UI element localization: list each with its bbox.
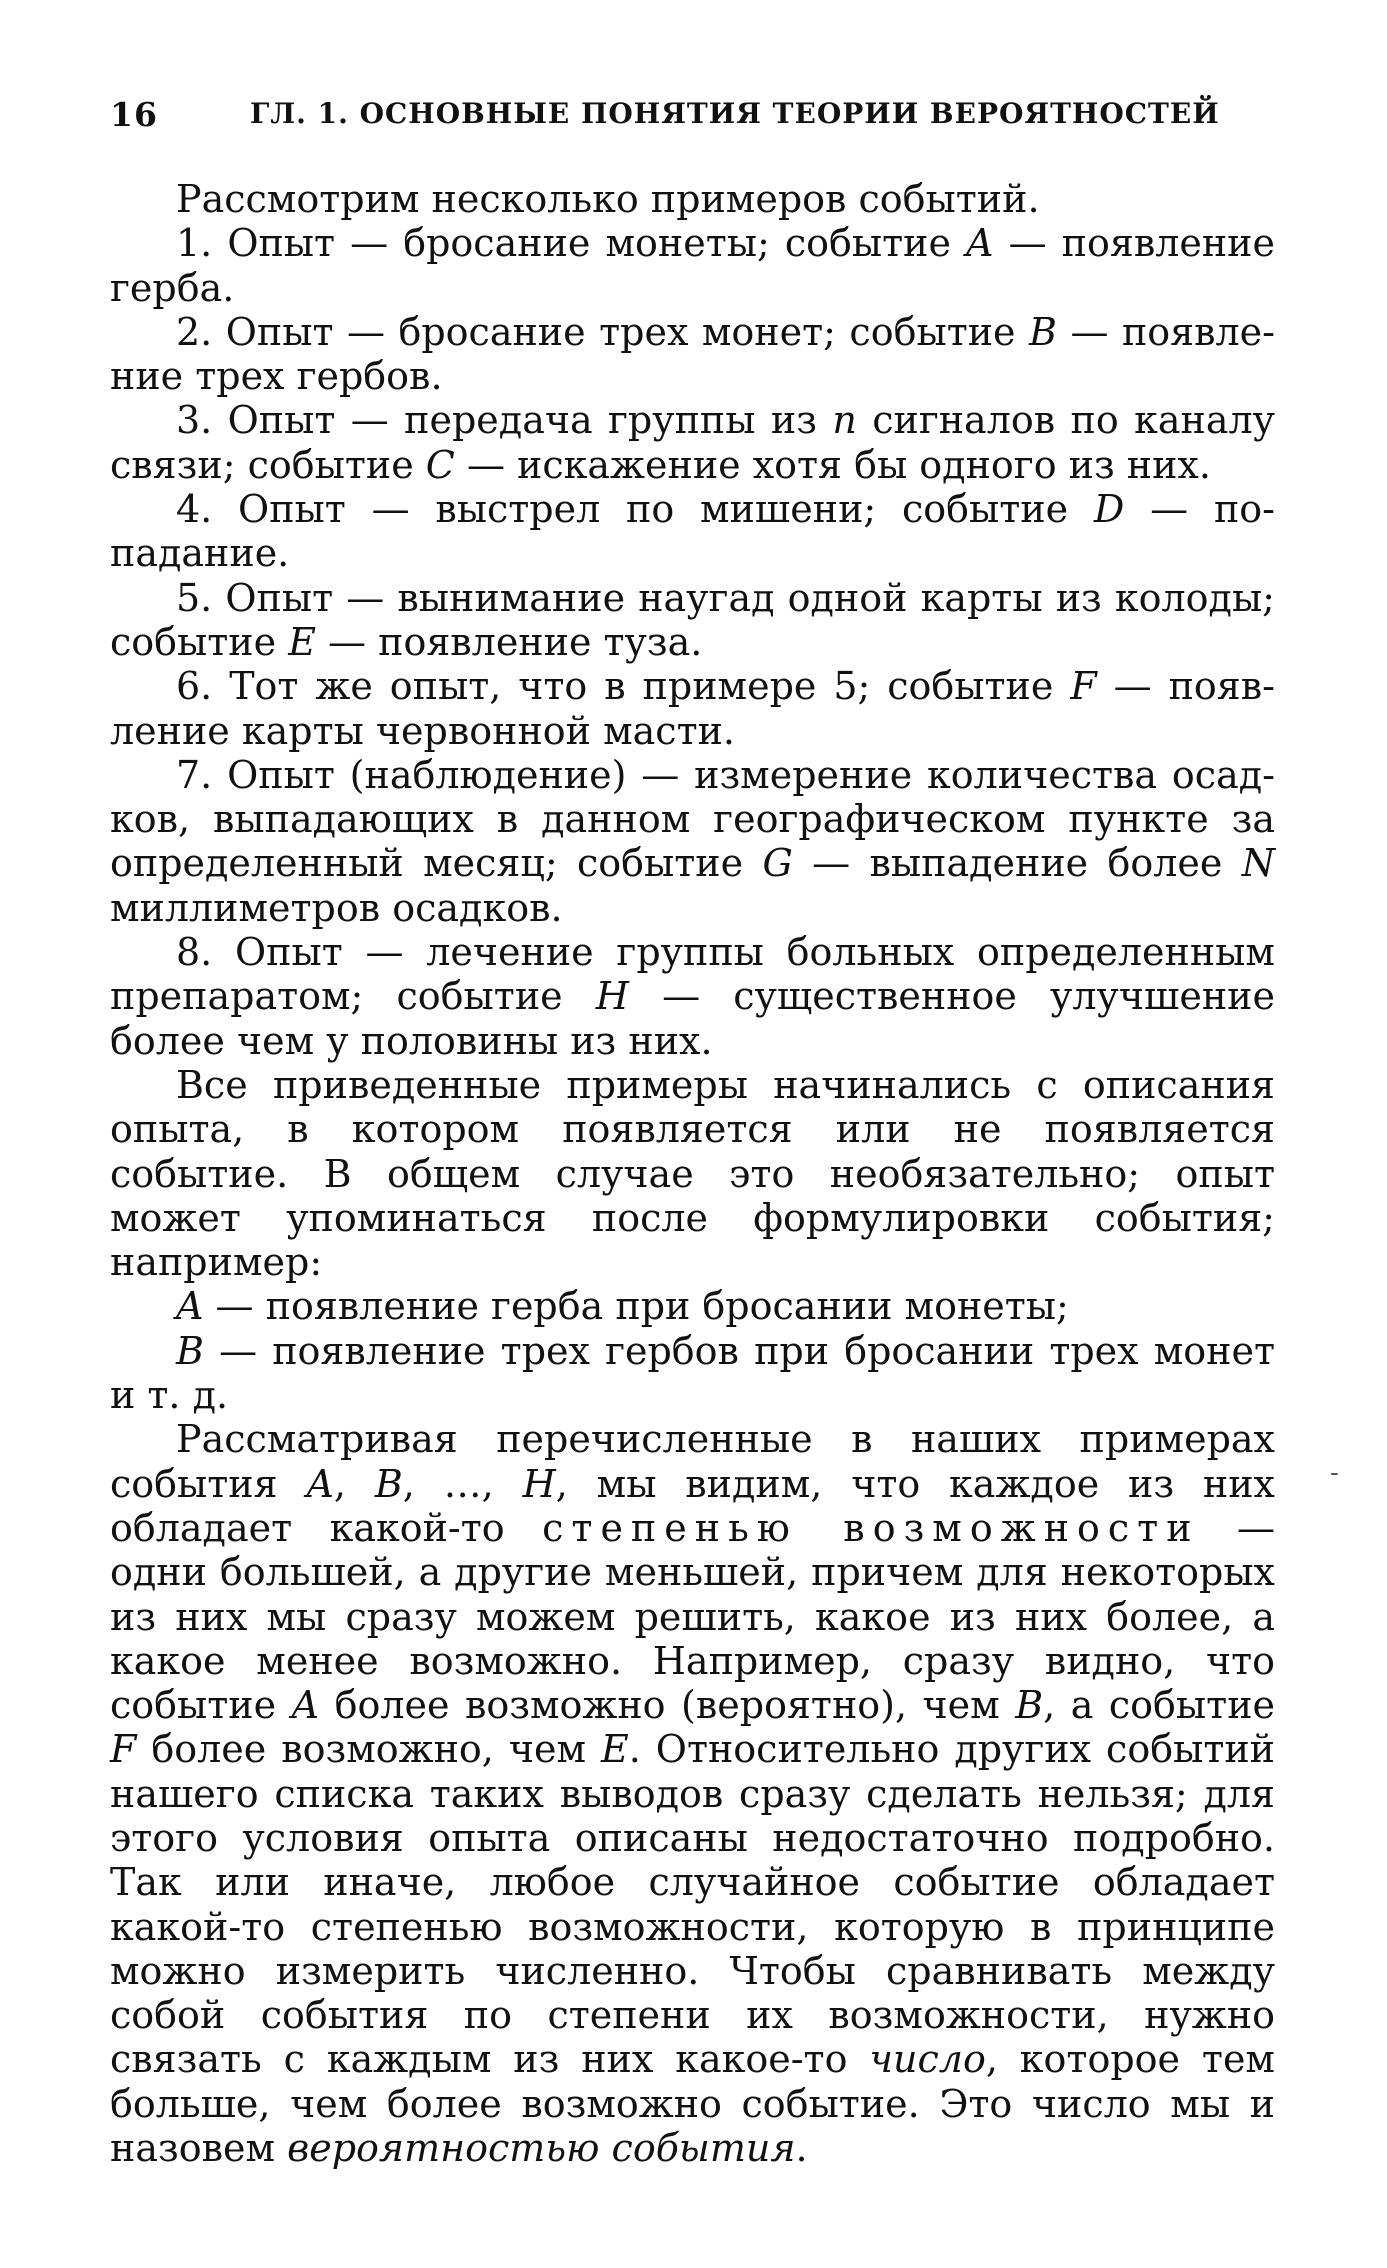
- example-4: 4. Опыт — выстрел по мишени; событие D — попадание.: [110, 487, 1275, 576]
- symbol-c: C: [425, 442, 455, 487]
- example-6: 6. Тот же опыт, что в примере 5; событие F — появление карты червонной масти.: [110, 664, 1275, 753]
- list-item-b: B — появление трех гербов при бросании трех монет и т. д.: [110, 1328, 1275, 1418]
- symbol-n: n: [832, 398, 857, 443]
- symbol-a: A: [176, 1284, 204, 1329]
- intro-paragraph: Рассмотрим несколько примеров событий.: [176, 177, 1040, 221]
- symbol-g: G: [762, 841, 793, 886]
- emphasis-probability: вероятностью события: [287, 2126, 796, 2171]
- emphasis-number: число: [869, 2037, 986, 2082]
- symbol-e: E: [601, 1727, 629, 1772]
- running-head: [110, 95, 1275, 155]
- book-page: [110, 95, 1275, 2170]
- example-1: 1. Опыт — бросание монеты; событие A — появление герба.: [110, 221, 1275, 310]
- symbol-h: H: [522, 1461, 556, 1506]
- final-paragraph: Рассматривая перечисленные в наших примерах события A, B, …, H, мы видим, что каждое из них обладает какой-то степенью возможности — одни большей, а другие меньшей, причем для некоторых из них мы сразу можем решить, какое из них более, а какое менее возможно. Например, сразу видно, что событие A более возможно (вероятно), чем B, а событие F более возможно, чем E. Относительно других событий нашего списка таких выводов сразу сделать нельзя; для этого условия опыта описаны недостаточно подробно. Так или иначе, любое случайное событие обладает какой-то степенью возможности, которую в принципе можно измерить численно. Чтобы сравнивать между собой события по степени их возможности, нужно связать с каждым из них какое-то число, которое тем больше, чем более возможно событие. Это число мы и назовем вероятностью события.: [110, 1417, 1276, 2171]
- symbol-a: A: [966, 221, 994, 266]
- symbol-b: B: [374, 1461, 403, 1506]
- symbol-a: A: [291, 1683, 320, 1728]
- symbol-f: F: [1070, 664, 1097, 709]
- example-8: 8. Опыт — лечение группы больных определенным препаратом; событие H — существенное улучшение более чем у половины из них.: [110, 930, 1275, 1063]
- symbol-b: B: [176, 1328, 204, 1373]
- symbol-f: F: [110, 1727, 137, 1772]
- emphasis-spaced: степенью возможности: [542, 1505, 1200, 1550]
- list-item-a: A — появление герба при бросании монеты;: [176, 1284, 1069, 1329]
- example-5: 5. Опыт — вынимание наугад одной карты из колоды; событие E — появление туза.: [110, 575, 1275, 664]
- margin-mark: -: [1330, 1458, 1339, 1488]
- page-number: 16: [110, 95, 158, 134]
- symbol-b: B: [1015, 1683, 1044, 1728]
- symbol-e: E: [288, 619, 316, 664]
- example-2: 2. Опыт — бросание трех монет; событие B — появление трех гербов.: [110, 309, 1276, 399]
- example-7: 7. Опыт (наблюдение) — измерение количества осадков, выпадающих в данном географическом пункте за определенный месяц; событие G — выпадение более N миллиметров осадков.: [110, 752, 1275, 930]
- symbol-b: B: [1029, 309, 1057, 354]
- chapter-title: ГЛ. 1. ОСНОВНЫЕ ПОНЯТИЯ ТЕОРИИ ВЕРОЯТНОСТЕЙ: [250, 97, 1220, 130]
- body-text: [110, 177, 1275, 2170]
- symbol-a: A: [306, 1461, 334, 1506]
- example-3: 3. Опыт — передача группы из n сигналов по каналу связи; событие C — искажение хотя бы одного из них.: [110, 398, 1275, 487]
- symbol-h: H: [595, 974, 629, 1019]
- symbol-d: D: [1093, 487, 1125, 532]
- paragraph-all-examples: Все приведенные примеры начинались с описания опыта, в котором появляется или не появляется событие. В общем случае это необязательно; опыт может упоминаться после формулировки события; например:: [110, 1062, 1275, 1285]
- symbol-n-capital: N: [1241, 841, 1275, 886]
